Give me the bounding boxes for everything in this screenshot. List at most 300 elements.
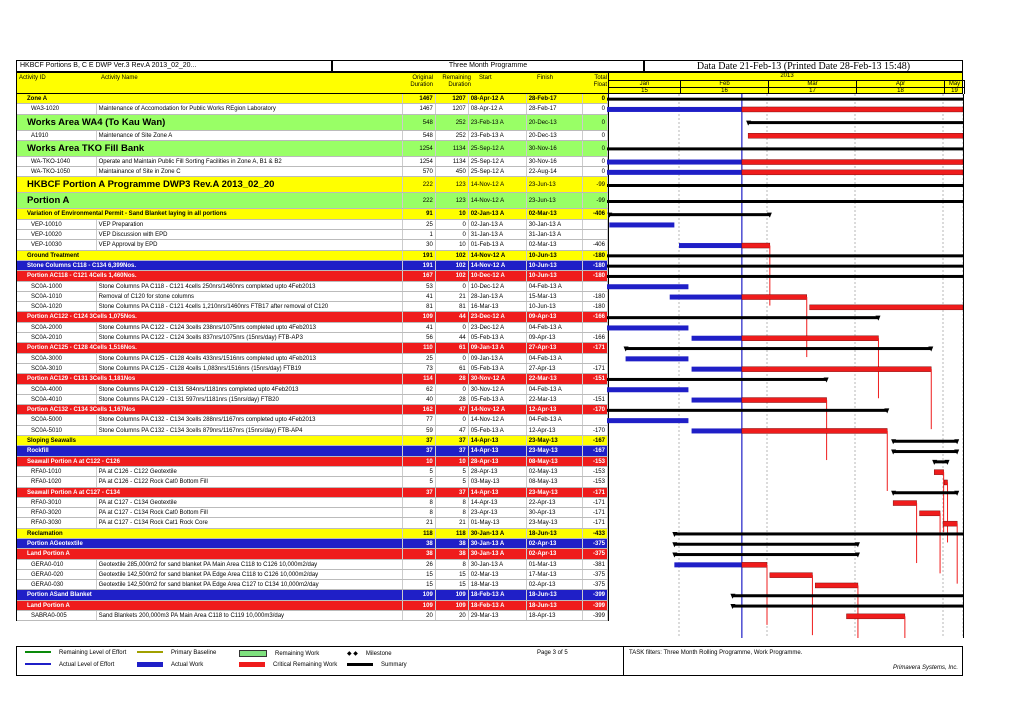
total-float: -151 <box>583 395 608 404</box>
start-date: 30-Jan-13 A <box>469 549 527 558</box>
remaining-duration: 102 <box>436 251 469 260</box>
activity-group-name: Land Portion A <box>17 601 403 610</box>
finish-date: 30-Nov-16 <box>527 141 583 156</box>
activity-group-name: Portion ASand Blanket <box>17 590 403 599</box>
actual-work-bar <box>670 295 742 300</box>
table-row[interactable] <box>17 193 608 209</box>
remaining-duration: 102 <box>436 271 469 280</box>
remaining-duration: 61 <box>436 343 469 352</box>
start-date: 30-Jan-13 A <box>469 560 527 569</box>
table-row[interactable] <box>17 374 608 384</box>
remaining-duration: 1207 <box>436 94 469 103</box>
activity-name: Geotextile 142,500m2 for sand blanket PA Edge Area C118 to C126 10,000m2/day <box>97 570 403 579</box>
table-row[interactable] <box>17 580 608 590</box>
finish-date: 08-May-13 <box>527 457 583 466</box>
critical-remaining-bar <box>846 614 904 619</box>
table-row[interactable] <box>17 104 608 114</box>
table-row[interactable] <box>17 302 608 312</box>
finish-date: 28-Feb-17 <box>527 94 583 103</box>
total-float: 0 <box>583 167 608 176</box>
total-float: -180 <box>583 271 608 280</box>
start-date: 14-Nov-12 A <box>469 193 527 208</box>
original-duration: 37 <box>403 488 436 497</box>
original-duration: 8 <box>403 508 436 517</box>
total-float: -171 <box>583 488 608 497</box>
activity-id: RFA0-3020 <box>17 508 97 517</box>
table-row[interactable] <box>17 405 608 415</box>
table-row[interactable] <box>17 601 608 611</box>
start-date: 08-Apr-12 A <box>469 104 527 113</box>
start-date: 01-May-13 <box>469 518 527 527</box>
vendor: Primavera Systems, Inc. <box>892 665 958 671</box>
actual-work-bar <box>692 367 742 372</box>
critical-remaining-bar <box>742 107 963 112</box>
actual-work-bar <box>607 170 742 175</box>
column-header <box>16 72 963 94</box>
activity-name: Removal of C120 for stone columns <box>97 292 403 301</box>
remaining-duration: 8 <box>436 498 469 507</box>
table-row[interactable] <box>17 167 608 177</box>
activity-name: Maintainance of Site in Zone C <box>97 167 403 176</box>
start-date: 31-Jan-13 A <box>469 230 527 239</box>
activity-id: SC0A-1020 <box>17 302 97 311</box>
critical-remaining-bar <box>748 133 963 138</box>
original-duration: 73 <box>403 364 436 373</box>
start-date: 30-Jan-13 A <box>469 529 527 538</box>
summary-bar <box>607 147 963 150</box>
programme-title: Three Month Programme <box>332 60 644 72</box>
total-float: 0 <box>583 115 608 130</box>
total-float: -381 <box>583 560 608 569</box>
critical-remaining-bar <box>920 511 941 516</box>
table-row[interactable] <box>17 354 608 364</box>
finish-date: 09-Apr-13 <box>527 333 583 342</box>
activity-group-name: Stone Columns C118 - C134 6,399Nos. <box>17 261 403 270</box>
table-row[interactable] <box>17 508 608 518</box>
remaining-duration: 28 <box>436 395 469 404</box>
remaining-duration: 15 <box>436 570 469 579</box>
remaining-duration: 0 <box>436 415 469 424</box>
total-float: 0 <box>583 141 608 156</box>
activity-id: WA3-1020 <box>17 104 97 113</box>
finish-date: 23-Jun-13 <box>527 193 583 208</box>
activity-name: PA at C127 - C134 Geotextile <box>97 498 403 507</box>
total-float: -406 <box>583 209 608 218</box>
table-row[interactable] <box>17 292 608 302</box>
critical-remaining-bar <box>742 295 807 300</box>
finish-date: 02-Apr-13 <box>527 539 583 548</box>
finish-date: 31-Jan-13 A <box>527 230 583 239</box>
table-row[interactable] <box>17 271 608 281</box>
month-feb: Feb <box>681 81 769 87</box>
col-original-duration: Original Duration <box>410 75 433 88</box>
activity-id: SABRA0-005 <box>17 611 97 620</box>
original-duration: 56 <box>403 333 436 342</box>
actual-work-bar <box>607 107 742 112</box>
start-date: 02-Jan-13 A <box>469 209 527 218</box>
activity-name: Stone Columns PA C125 - C128 4cells 1,083nrs/1516nrs (15nrs/day) FTB19 <box>97 364 403 373</box>
original-duration: 37 <box>403 446 436 455</box>
table-row[interactable] <box>17 488 608 498</box>
finish-date: 28-Feb-17 <box>527 104 583 113</box>
activity-group-name: Ground Treatment <box>17 251 403 260</box>
finish-date: 02-Apr-13 <box>527 549 583 558</box>
finish-date: 10-Jun-13 <box>527 302 583 311</box>
original-duration: 548 <box>403 115 436 130</box>
activity-name: PA at C126 - C122 Rock Cat0 Bottom Fill <box>97 477 403 486</box>
original-duration: 548 <box>403 131 436 140</box>
total-float: -406 <box>583 240 608 249</box>
start-date: 25-Sep-12 A <box>469 157 527 166</box>
start-date: 23-Feb-13 A <box>469 131 527 140</box>
legend-remaining-loe-label: Remaining Level of Effort <box>59 650 127 656</box>
remaining-duration: 118 <box>436 529 469 538</box>
month-apr: Apr <box>857 81 945 87</box>
table-row[interactable] <box>17 498 608 508</box>
remaining-duration: 102 <box>436 261 469 270</box>
total-float: -151 <box>583 374 608 383</box>
start-date: 30-Nov-12 A <box>469 374 527 383</box>
remaining-duration: 28 <box>436 374 469 383</box>
legend-box <box>16 646 963 676</box>
gantt-chart <box>607 94 964 638</box>
total-float: -399 <box>583 611 608 620</box>
table-row[interactable] <box>17 240 608 250</box>
total-float: -171 <box>583 498 608 507</box>
original-duration: 118 <box>403 529 436 538</box>
table-row[interactable] <box>17 395 608 405</box>
start-date: 23-Dec-12 A <box>469 323 527 332</box>
summary-bar <box>607 184 963 187</box>
activity-id: WA-TKO-1040 <box>17 157 97 166</box>
total-float <box>583 385 608 394</box>
activity-id: VEP-10020 <box>17 230 97 239</box>
actual-work-bar <box>607 387 688 392</box>
activity-group-name: Works Area TKO Fill Bank <box>17 141 403 156</box>
original-duration: 110 <box>403 343 436 352</box>
week-19: 19 <box>945 88 965 94</box>
start-date: 03-May-13 <box>469 477 527 486</box>
finish-date: 12-Apr-13 <box>527 426 583 435</box>
original-duration: 30 <box>403 240 436 249</box>
actual-work-bar <box>607 325 688 330</box>
total-float <box>583 230 608 239</box>
activity-name: Maintenance of Site Zone A <box>97 131 403 140</box>
legend-remaining-loe <box>25 650 126 656</box>
table-row[interactable] <box>17 94 608 104</box>
month-may: May <box>945 81 965 87</box>
original-duration: 62 <box>403 385 436 394</box>
activity-id: VEP-10010 <box>17 220 97 229</box>
total-float <box>583 220 608 229</box>
week-15: 15 <box>609 88 681 94</box>
total-float: 0 <box>583 94 608 103</box>
total-float <box>583 415 608 424</box>
table-row[interactable] <box>17 385 608 395</box>
week-17: 17 <box>769 88 857 94</box>
summary-bar <box>607 316 878 319</box>
activity-id: SC0A-2010 <box>17 333 97 342</box>
total-float: -375 <box>583 570 608 579</box>
finish-date: 20-Dec-13 <box>527 131 583 140</box>
original-duration: 5 <box>403 477 436 486</box>
start-date: 28-Jan-13 A <box>469 292 527 301</box>
remaining-duration: 1134 <box>436 141 469 156</box>
activity-group-name: Portion AC125 - C128 4Cells 1,516Nos. <box>17 343 403 352</box>
remaining-duration: 8 <box>436 508 469 517</box>
table-row[interactable] <box>17 177 608 193</box>
finish-date: 04-Feb-13 A <box>527 385 583 394</box>
original-duration: 20 <box>403 611 436 620</box>
table-row[interactable] <box>17 323 608 333</box>
table-row[interactable] <box>17 549 608 559</box>
total-float <box>583 282 608 291</box>
total-float: -167 <box>583 436 608 445</box>
original-duration: 1467 <box>403 104 436 113</box>
activity-name: Stone Columns PA C118 - C121 4cells 250nrs/1460nrs completed upto 4Feb2013 <box>97 282 403 291</box>
week-16: 16 <box>681 88 769 94</box>
table-row[interactable] <box>17 570 608 580</box>
finish-date: 09-Apr-13 <box>527 312 583 321</box>
total-float: -167 <box>583 446 608 455</box>
week-18: 18 <box>857 88 945 94</box>
table-row[interactable] <box>17 467 608 477</box>
finish-date: 18-Jun-13 <box>527 529 583 538</box>
finish-date: 23-May-13 <box>527 488 583 497</box>
critical-remaining-bar <box>943 521 957 526</box>
activity-id: WA-TKO-1050 <box>17 167 97 176</box>
data-date: Data Date 21-Feb-13 (Printed Date 28-Feb-13 15:48) <box>644 60 963 72</box>
start-date: 14-Nov-12 A <box>469 251 527 260</box>
finish-date: 23-May-13 <box>527 436 583 445</box>
original-duration: 21 <box>403 518 436 527</box>
activity-name: VEP Preparation <box>97 220 403 229</box>
finish-date: 30-Apr-13 <box>527 508 583 517</box>
total-float: -180 <box>583 302 608 311</box>
finish-date: 08-May-13 <box>527 477 583 486</box>
finish-date: 18-Jun-13 <box>527 601 583 610</box>
activity-name: PA at C127 - C134 Rock Cat1 Rock Core <box>97 518 403 527</box>
start-date: 08-Apr-12 A <box>469 94 527 103</box>
summary-bar <box>748 121 963 124</box>
critical-remaining-bar <box>742 398 827 403</box>
original-duration: 1467 <box>403 94 436 103</box>
original-duration: 109 <box>403 590 436 599</box>
activity-name: Stone Columns PA C118 - C121 4cells 1,210nrs/1460nrs FTB17 after removal of C120 <box>97 302 403 311</box>
remaining-duration: 123 <box>436 193 469 208</box>
legend-summary <box>347 662 407 668</box>
legend-critical-remaining <box>239 662 337 668</box>
remaining-duration: 0 <box>436 385 469 394</box>
original-duration: 167 <box>403 271 436 280</box>
total-float: -180 <box>583 292 608 301</box>
original-duration: 41 <box>403 292 436 301</box>
table-row[interactable] <box>17 251 608 261</box>
table-row[interactable] <box>17 518 608 528</box>
start-date: 18-Feb-13 A <box>469 601 527 610</box>
finish-date: 30-Nov-16 <box>527 157 583 166</box>
start-date: 09-Jan-13 A <box>469 354 527 363</box>
total-float: -375 <box>583 549 608 558</box>
start-date: 18-Mar-13 <box>469 580 527 589</box>
table-row[interactable] <box>17 343 608 353</box>
total-float: -180 <box>583 261 608 270</box>
original-duration: 191 <box>403 251 436 260</box>
activity-id: SC0A-5010 <box>17 426 97 435</box>
original-duration: 1254 <box>403 141 436 156</box>
original-duration: 162 <box>403 405 436 414</box>
remaining-duration: 15 <box>436 580 469 589</box>
remaining-duration: 252 <box>436 131 469 140</box>
table-row[interactable] <box>17 141 608 157</box>
table-row[interactable] <box>17 261 608 271</box>
page-number: Page 3 of 5 <box>537 650 568 656</box>
original-duration: 570 <box>403 167 436 176</box>
original-duration: 1 <box>403 230 436 239</box>
table-row[interactable] <box>17 560 608 570</box>
activity-name: PA at C127 - C134 Rock Cat0 Bottom Fill <box>97 508 403 517</box>
summary-bar <box>893 491 957 494</box>
activity-table <box>16 94 609 621</box>
remaining-duration: 47 <box>436 426 469 435</box>
actual-work-bar <box>607 284 688 289</box>
critical-remaining-bar <box>742 367 931 372</box>
table-row[interactable] <box>17 446 608 456</box>
finish-date: 04-Feb-13 A <box>527 323 583 332</box>
original-duration: 109 <box>403 601 436 610</box>
actual-work-bar <box>626 356 689 361</box>
col-finish: Finish <box>537 75 554 81</box>
col-start: Start <box>479 75 492 81</box>
original-duration: 38 <box>403 539 436 548</box>
table-row[interactable] <box>17 529 608 539</box>
critical-remaining-bar <box>742 336 879 341</box>
activity-group-name: Sloping Seawalls <box>17 436 403 445</box>
table-row[interactable] <box>17 220 608 230</box>
table-row[interactable] <box>17 539 608 549</box>
start-date: 30-Jan-13 A <box>469 539 527 548</box>
table-row[interactable] <box>17 364 608 374</box>
table-row[interactable] <box>17 115 608 131</box>
table-row[interactable] <box>17 209 608 219</box>
finish-date: 22-Aug-14 <box>527 167 583 176</box>
summary-bar <box>607 265 963 268</box>
remaining-duration: 10 <box>436 240 469 249</box>
total-float: -170 <box>583 405 608 414</box>
activity-id: A1910 <box>17 131 97 140</box>
table-row[interactable] <box>17 477 608 487</box>
finish-date: 02-May-13 <box>527 467 583 476</box>
activity-id: VEP-10030 <box>17 240 97 249</box>
critical-remaining-bar <box>810 305 963 310</box>
activity-id: GERA0-010 <box>17 560 97 569</box>
remaining-duration: 10 <box>436 457 469 466</box>
original-duration: 37 <box>403 436 436 445</box>
activity-id: SC0A-2000 <box>17 323 97 332</box>
actual-work-bar <box>692 428 742 433</box>
col-total-float: Total Float <box>593 75 607 88</box>
total-float: -99 <box>583 193 608 208</box>
critical-remaining-bar <box>742 562 767 567</box>
summary-bar <box>607 98 963 101</box>
start-date: 14-Apr-13 <box>469 488 527 497</box>
remaining-duration: 252 <box>436 115 469 130</box>
activity-group-name: Portion AGeotextile <box>17 539 403 548</box>
remaining-duration: 37 <box>436 436 469 445</box>
finish-date: 01-Mar-13 <box>527 560 583 569</box>
finish-date: 23-May-13 <box>527 446 583 455</box>
original-duration: 59 <box>403 426 436 435</box>
start-date: 02-Mar-13 <box>469 570 527 579</box>
original-duration: 25 <box>403 354 436 363</box>
table-row[interactable] <box>17 312 608 322</box>
table-row[interactable] <box>17 457 608 467</box>
activity-name: PA at C126 - C122 Geotextile <box>97 467 403 476</box>
finish-date: 10-Jun-13 <box>527 251 583 260</box>
finish-date: 02-Mar-13 <box>527 209 583 218</box>
activity-id: SC0A-1000 <box>17 282 97 291</box>
finish-date: 30-Jan-13 A <box>527 220 583 229</box>
table-row[interactable] <box>17 131 608 141</box>
start-date: 30-Nov-12 A <box>469 385 527 394</box>
table-row[interactable] <box>17 282 608 292</box>
table-row[interactable] <box>17 426 608 436</box>
activity-group-name: Seawall Portion A at C122 - C126 <box>17 457 403 466</box>
original-duration: 15 <box>403 570 436 579</box>
activity-id: RFA0-3030 <box>17 518 97 527</box>
activity-id: GERA0-020 <box>17 570 97 579</box>
remaining-duration: 38 <box>436 539 469 548</box>
task-filters: TASK filters: Three Month Rolling Programme, Work Programme. <box>629 650 803 656</box>
timescale-year: 2013 <box>609 73 965 81</box>
table-row[interactable] <box>17 230 608 240</box>
activity-group-name: Portion AC132 - C134 3Cells 1,167Nos <box>17 405 403 414</box>
summary-bar <box>674 553 858 556</box>
original-duration: 53 <box>403 282 436 291</box>
total-float: 0 <box>583 104 608 113</box>
remaining-duration: 1207 <box>436 104 469 113</box>
finish-date: 12-Apr-13 <box>527 405 583 414</box>
remaining-duration: 5 <box>436 467 469 476</box>
legend-critical-remaining-label: Critical Remaining Work <box>273 662 338 669</box>
table-row[interactable] <box>17 415 608 425</box>
table-row[interactable] <box>17 590 608 600</box>
legend-primary-baseline <box>137 650 216 656</box>
remaining-duration: 21 <box>436 518 469 527</box>
actual-work-bar <box>607 160 742 165</box>
table-row[interactable] <box>17 611 608 621</box>
table-row[interactable] <box>17 333 608 343</box>
remaining-duration: 8 <box>436 560 469 569</box>
total-float: 0 <box>583 157 608 166</box>
remaining-duration: 21 <box>436 292 469 301</box>
total-float: -433 <box>583 529 608 538</box>
timescale-months <box>609 81 965 88</box>
table-row[interactable] <box>17 436 608 446</box>
start-date: 14-Apr-13 <box>469 446 527 455</box>
activity-name: Stone Columns PA C129 - C131 597nrs/1181nrs (15nrs/day) FTB20 <box>97 395 403 404</box>
actual-work-bar <box>692 398 742 403</box>
remaining-duration: 47 <box>436 405 469 414</box>
start-date: 02-Jan-13 A <box>469 220 527 229</box>
start-date: 18-Feb-13 A <box>469 590 527 599</box>
activity-id: GERA0-030 <box>17 580 97 589</box>
month-mar: Mar <box>769 81 857 87</box>
summary-bar <box>732 605 963 608</box>
table-row[interactable] <box>17 157 608 167</box>
legend-actual-loe <box>25 662 114 668</box>
activity-id: SC0A-5000 <box>17 415 97 424</box>
